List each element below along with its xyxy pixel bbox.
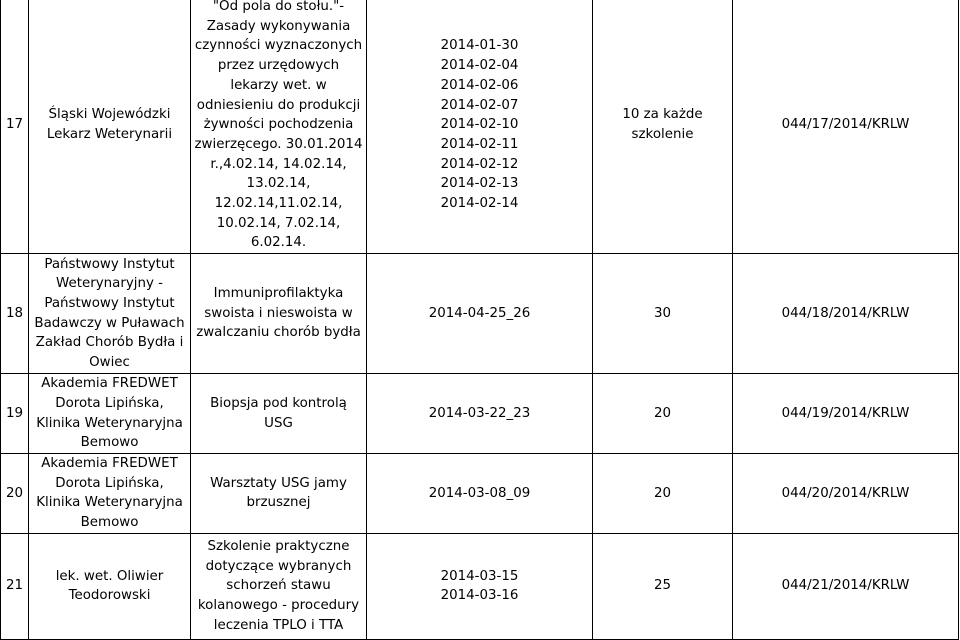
training-date: 2014-02-10 [440,117,519,133]
table-row [1,0,959,254]
organizer-cell: Państwowy Instytut Weterynaryjny - Państwowy Instytut Badawczy w Puławach Zakład Chorób Bydła i Owiec [29,254,191,374]
training-title-cell: Immuniprofilaktyka swoista i nieswoista w zwalczaniu chorób bydła [191,254,367,374]
hours-cell: 30 [593,254,733,374]
hours-cell: 10 za każde szkolenie [593,0,733,254]
table-row [1,254,959,374]
hours-cell: 25 [593,533,733,639]
training-date: 2014-03-16 [440,588,519,604]
training-date-cell: 2014-04-25_26 [367,254,593,374]
row-number: 20 [1,453,29,533]
training-dates-cell [367,0,593,254]
organizer-cell: Akademia FREDWET Dorota Lipińska, Klinika Weterynaryjna Bemowo [29,453,191,533]
organizer-cell: Akademia FREDWET Dorota Lipińska, Klinika Weterynaryjna Bemowo [29,374,191,454]
certificate-number-cell: 044/21/2014/KRLW [733,533,959,639]
hours-cell: 20 [593,453,733,533]
organizer-cell: lek. wet. Oliwier Teodorowski [29,533,191,639]
row-number: 21 [1,533,29,639]
certificate-number-cell: 044/19/2014/KRLW [733,374,959,454]
training-date: 2014-02-11 [440,136,519,152]
training-date: 2014-03-15 [440,568,519,584]
training-date: 2014-02-12 [440,156,519,172]
training-date: 2014-02-14 [440,196,519,212]
training-title-cell: "Od pola do stołu."- Zasady wykonywania czynności wyznaczonych przez urzędowych lekarzy wet. w odniesieniu do produkcji żywności pochodzenia zwierzęcego. 30.01.2014 r.,4.02.14, 14.02.14, 13.02.14, 12.02.14,11.02.14, 10.02.14, 7.02.14, 6.02.14. [191,0,367,254]
training-date: 2014-02-04 [440,58,519,74]
row-number: 19 [1,374,29,454]
row-number: 18 [1,254,29,374]
training-title-cell: Warsztaty USG jamy brzusznej [191,453,367,533]
table-row [1,453,959,533]
training-date-cell: 2014-03-22_23 [367,374,593,454]
training-date-cell: 2014-03-08_09 [367,453,593,533]
hours-cell: 20 [593,374,733,454]
certificate-number-cell: 044/17/2014/KRLW [733,0,959,254]
table-row [1,374,959,454]
training-date: 2014-02-07 [440,97,519,113]
training-date: 2014-02-06 [440,77,519,93]
training-date: 2014-01-30 [440,38,519,54]
certificate-number-cell: 044/20/2014/KRLW [733,453,959,533]
training-date: 2014-02-13 [440,176,519,192]
table-row [1,533,959,639]
organizer-cell: Śląski Wojewódzki Lekarz Weterynarii [29,0,191,254]
training-title-cell: Biopsja pod kontrolą USG [191,374,367,454]
training-dates-cell [367,533,593,639]
certificate-number-cell: 044/18/2014/KRLW [733,254,959,374]
row-number: 17 [1,0,29,254]
training-title-cell: Szkolenie praktyczne dotyczące wybranych schorzeń stawu kolanowego - procedury leczenia TPLO i TTA [191,533,367,639]
